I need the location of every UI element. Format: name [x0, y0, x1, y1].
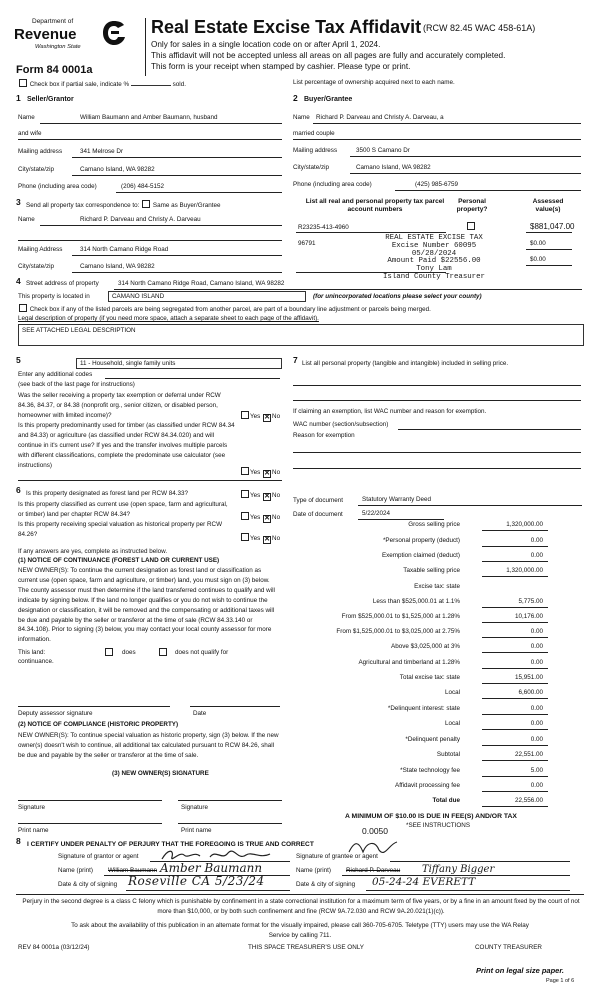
seller-mail-label: Mailing address — [18, 148, 63, 155]
grantor-date-label: Date & city of signing — [58, 881, 118, 888]
partial-sale-row — [18, 79, 186, 88]
land-use-code-select[interactable] — [76, 358, 282, 369]
tax-row-value: 0.00 — [530, 552, 543, 559]
personal-property-heading: Personal property? — [456, 198, 488, 213]
buyer-heading: Buyer/Grantee — [304, 96, 353, 103]
tax-row-label: Agricultural and timberland at 1.28% — [358, 659, 460, 666]
unincorporated-note: (for unincorporated locations please select your county) — [313, 293, 482, 300]
same-as-buyer-label: Same as Buyer/Grantee — [152, 202, 221, 209]
tax-row-line — [482, 622, 548, 623]
tax-row-label: Taxable selling price — [403, 567, 460, 574]
corr-mail: 314 North Camano Ridge Road — [80, 246, 169, 253]
tax-row-line — [482, 576, 548, 577]
buyer-name-2: married couple — [293, 130, 335, 137]
continuance-label: continuance. — [18, 658, 54, 665]
tax-row-value: 15,951.00 — [514, 674, 543, 681]
owner-print-label-1: Print name — [18, 827, 49, 834]
rev-number: REV 84 0001a (03/12/24) — [18, 944, 90, 951]
tax-row-label: Gross selling price — [408, 521, 460, 528]
tax-row-line — [482, 745, 548, 746]
tax-row-label: Total due — [432, 797, 460, 804]
tax-row-label: *Delinquent penalty — [405, 736, 460, 743]
notice-1-title: (1) NOTICE OF CONTINUANCE (FOREST LAND OR CURRENT USE) — [18, 557, 220, 564]
tax-row-label: Total excise tax: state — [399, 674, 460, 681]
corr-city-label: City/state/zip — [18, 263, 55, 270]
no-label: No — [272, 535, 281, 542]
grantor-date-city: Roseville CA 5/23/24 — [128, 874, 265, 888]
no-label: No — [272, 469, 281, 476]
tax-row-label: *Delinquent interest: state — [387, 705, 460, 712]
seller-name-label: Name — [18, 114, 35, 121]
location-value: CAMANO ISLAND — [112, 293, 165, 300]
form-number: Form 84 0001a — [16, 64, 93, 76]
tax-row-value: 0.00 — [530, 720, 543, 727]
legal-description-label: Legal description of property (if you need more space, attach a separate sheet to each page of the affidavit). — [18, 315, 319, 322]
legal-description-text: SEE ATTACHED LEGAL DESCRIPTION — [22, 327, 136, 334]
corr-name: Richard P. Darveau and Christy A. Darveau — [80, 216, 201, 223]
street-heading: Street address of property — [26, 280, 99, 287]
subtitle-3: This form is your receipt when stamped by cashier. Please type or print. — [151, 62, 411, 71]
timber-answer — [240, 467, 280, 478]
assessed-value-heading: Assessed value(s) — [532, 198, 564, 213]
wac-label: WAC number (section/subsection) — [293, 421, 389, 428]
see-instructions: *SEE INSTRUCTIONS — [406, 822, 471, 829]
doc-date-value: 5/22/2024 — [362, 510, 391, 517]
no-label: No — [272, 413, 281, 420]
tax-row-value: 22,556.00 — [514, 797, 543, 804]
seller-name: William Baumann and Amber Baumann, husband — [80, 114, 218, 121]
certify-heading: I CERTIFY UNDER PENALTY OF PERJURY THAT THE FOREGOING IS TRUE AND CORRECT — [27, 841, 314, 848]
stamp-line-2: Excise Number 60095 — [391, 241, 477, 250]
buyer-phone: (425) 985-6759 — [415, 181, 459, 188]
tax-row-label: Excise tax: state — [414, 583, 460, 590]
parcel-1-personal-checkbox[interactable] — [467, 222, 475, 230]
notice-3-title: (3) NEW OWNER(S) SIGNATURE — [112, 770, 209, 777]
buyer-name: Richard P. Darveau and Christy A. Darveau, a — [316, 114, 444, 121]
current-use-yes-checkbox[interactable] — [241, 512, 249, 520]
legal-size-note: Print on legal size paper. — [476, 966, 564, 975]
stamp-line-6: Island County Treasurer — [382, 272, 485, 281]
land-use-code: 11 - Household, single family units — [80, 360, 176, 367]
corr-mail-label: Mailing Address — [18, 246, 63, 253]
tax-row-line — [482, 698, 548, 699]
parcel-2: 96791 — [298, 240, 316, 247]
exemption-answer — [240, 411, 280, 422]
tax-row-value: 1,320,000.00 — [506, 567, 543, 574]
revenue-logo-icon — [102, 20, 126, 46]
correspondence-row — [26, 200, 220, 209]
parcels-heading: List all real and personal property tax parcel account numbers — [305, 198, 445, 213]
stamp-line-5: Tony Lam — [416, 265, 452, 274]
tax-row-line — [482, 714, 548, 715]
legal-description-field[interactable] — [18, 324, 584, 346]
grantor-print-label: Name (print) — [58, 867, 93, 874]
grantee-date-city: 05-24-24 EVERETT — [372, 876, 476, 888]
buyer-city: Camano Island, WA 98282 — [356, 164, 431, 171]
grantee-signature-scribble — [345, 838, 405, 858]
buyer-mail: 3500 S Camano Dr — [356, 147, 410, 154]
section-3-number: 3 — [16, 197, 21, 207]
see-back-note: (see back of the last page for instructions) — [18, 381, 135, 388]
grantee-print-handwritten: Tiffany Bigger — [422, 864, 495, 875]
buyer-phone-label: Phone (including area code) — [293, 181, 372, 188]
parcel-2-value: $0.00 — [530, 240, 546, 247]
buyer-name-label: Name — [293, 114, 310, 121]
minimum-note: A MINIMUM OF $10.00 IS DUE IN FEE(S) AND/OR TAX — [345, 813, 517, 820]
grantee-signature-label: Signature of grantee or agent — [296, 853, 378, 860]
seller-phone-label: Phone (including area code) — [18, 183, 97, 190]
section-4-number: 4 — [16, 276, 21, 286]
section-7-number: 7 — [293, 355, 298, 365]
exemption-claim-label: If claiming an exemption, list WAC number and reason for exemption. — [293, 408, 487, 415]
no-label: No — [272, 514, 281, 521]
tax-row-label: Exemption claimed (deduct) — [381, 552, 460, 559]
treasurer-stamp — [350, 235, 518, 282]
no-label: No — [272, 492, 281, 499]
tax-row-label: *State technology fee — [400, 767, 460, 774]
yes-label: Yes — [250, 514, 261, 521]
seller-phone: (206) 484-5152 — [121, 183, 165, 190]
forest-no-checkbox[interactable]: ✕ — [264, 493, 270, 500]
partial-sale-checkbox[interactable] — [19, 79, 27, 87]
seller-city-label: City/state/zip — [18, 166, 55, 173]
corr-name-label: Name — [18, 216, 35, 223]
located-label: This property is located in — [18, 293, 90, 300]
parcel-1: R23235-413-4960 — [298, 224, 349, 231]
county-treasurer: COUNTY TREASURER — [475, 944, 542, 951]
timber-no-checkbox[interactable]: ✕ — [264, 470, 270, 477]
tax-row-label: Local — [444, 689, 460, 696]
tax-row-line — [482, 668, 548, 669]
tax-row-value: 0.00 — [530, 643, 543, 650]
forest-answer — [240, 490, 280, 501]
additional-codes-label: Enter any additional codes — [18, 371, 93, 378]
reason-label: Reason for exemption — [293, 432, 355, 439]
corr-city: Camano Island, WA 98282 — [80, 263, 155, 270]
tax-row-label: Subtotal — [436, 751, 460, 758]
tax-row-label: From $1,525,000.01 to $3,025,000 at 2.75% — [336, 628, 460, 635]
does-not-checkbox[interactable] — [159, 648, 167, 656]
doc-date-label: Date of document — [293, 511, 343, 518]
yes-label: Yes — [250, 413, 261, 420]
grantee-print-label: Name (print) — [296, 867, 331, 874]
tax-row-line — [482, 776, 548, 777]
forest-question: Is this property designated as forest land per RCW 84.33? — [26, 490, 189, 497]
historic-no-checkbox[interactable]: ✕ — [264, 536, 270, 543]
tax-row-value: 6,600.00 — [518, 689, 543, 696]
local-rate: 0.0050 — [362, 826, 388, 836]
section-8-number: 8 — [16, 836, 21, 846]
yes-label: Yes — [250, 535, 261, 542]
alt-format-text: To ask about the availability of this publication in an alternate format for the visually impaired, please call 360-705-6705. Teletype (TTY) users may use the WA Relay Service by calling 711. — [71, 922, 529, 939]
tax-row-value: 22,551.00 — [514, 751, 543, 758]
tax-row-value: 1,320,000.00 — [506, 521, 543, 528]
subtitle-1: Only for sales in a single location code on or after April 1, 2024. — [151, 40, 381, 49]
tax-row-value: 10,176.00 — [514, 613, 543, 620]
tax-row-label: Local — [444, 720, 460, 727]
tax-row-value: 5.00 — [530, 767, 543, 774]
tax-row-label: Less than $525,000.01 at 1.1% — [372, 598, 460, 605]
sold-label: sold. — [172, 81, 186, 88]
same-as-buyer-checkbox[interactable] — [142, 200, 150, 208]
grantor-print-name: William Baumann — [108, 867, 157, 874]
seller-heading: Seller/Grantor — [27, 96, 74, 103]
deputy-signature-label: Deputy assessor signature — [18, 710, 93, 717]
tax-row-value: 0.00 — [530, 705, 543, 712]
grantee-date-label: Date & city of signing — [296, 881, 356, 888]
grantee-print-name: Richard P. Darveau — [346, 867, 401, 874]
logo-state: Washington State — [35, 44, 81, 50]
owner-print-label-2: Print name — [181, 827, 212, 834]
section-6-number: 6 — [16, 485, 21, 495]
logo — [14, 18, 134, 62]
deputy-date-label: Date — [193, 710, 207, 717]
parcel-1-value: $881,047.00 — [530, 222, 575, 231]
perjury-text: Perjury in the second degree is a class C felony which is punishable by confinement in a state correctional institution for a maximum term of five years, or by a fine in an amount fixed by the court of not more than $10,000, or by both such confinement and fine (RCW 9A.72.030 and RCW 9A.20.021(1)(c)). — [22, 898, 580, 915]
tax-row-line — [482, 791, 548, 792]
seller-name-2: and wife — [18, 130, 42, 137]
tax-row-line — [482, 530, 548, 531]
tax-row-value: 0.00 — [530, 537, 543, 544]
treasurer-use: THIS SPACE TREASURER'S USE ONLY — [248, 944, 364, 951]
tax-row-value: 0.00 — [530, 782, 543, 789]
tax-row-line — [482, 806, 548, 807]
segregated-checkbox[interactable] — [19, 304, 27, 312]
timber-yes-checkbox[interactable] — [241, 467, 249, 475]
section-2-number: 2 — [293, 93, 298, 103]
current-use-question: Is this property classified as current use (open space, farm and agricultural, or timber) land per chapter RCW 84.34? — [18, 501, 228, 518]
owner-signature-label-1: Signature — [18, 804, 45, 811]
tax-row-value: 5,775.00 — [518, 598, 543, 605]
title-citation: (RCW 82.45 WAC 458-61A) — [423, 23, 536, 33]
doc-type-label: Type of document — [293, 497, 344, 504]
seller-mail: 341 Melrose Dr — [80, 148, 124, 155]
street-address: 314 North Camano Ridge Road, Camano Island, WA 98282 — [118, 280, 285, 287]
notice-1-text: NEW OWNER(S): To continue the current designation as forest land or classification as current use (open space, farm and agriculture, or timber) land, you must sign on (3) below. The county assessor must then determine if the land transferred continues to qualify and will indicate by signing below. If the land no longer qualifies or you do not wish to continue the designation or classification, it will be removed and the compensating or additional taxes will be due and payable by the seller or transferor at the time of sale (RCW 84.33.140 or 84.34.108). Prior to signing (3) below, you may contact your local county assessor for more information. — [18, 567, 275, 644]
section-5-number: 5 — [16, 355, 21, 365]
tax-row-line — [482, 729, 548, 730]
exemption-question: Was the seller receiving a property tax exemption or deferral under RCW 84.36, 84.37, or 84.38 (nonprofit org., senior citizen, or disabled person, homeowner with limited income)? — [18, 392, 221, 419]
tax-row-value: 0.00 — [530, 659, 543, 666]
historic-question: Is this property receiving special valuation as historical property per RCW 84.26? — [18, 521, 223, 538]
forest-yes-checkbox[interactable] — [241, 490, 249, 498]
grantor-print-handwritten: Amber Baumann — [160, 861, 263, 875]
does-not-label: does not qualify for — [175, 649, 229, 656]
header-divider — [145, 18, 146, 76]
yes-label: Yes — [250, 492, 261, 499]
page-title: Real Estate Excise Tax Affidavit — [151, 17, 422, 37]
subtitle-2: This affidavit will not be accepted unless all areas on all pages are fully and accurately completed. — [151, 51, 506, 60]
doc-type-value: Statutory Warranty Deed — [362, 496, 432, 503]
tax-row-value: 0.00 — [530, 628, 543, 635]
tax-row-label: Above $3,025,000 at 3% — [391, 643, 460, 650]
tax-row-line — [482, 652, 548, 653]
owner-signature-label-2: Signature — [181, 804, 208, 811]
stamp-line-3: 05/28/2024 — [411, 249, 457, 258]
notice-2-text: NEW OWNER(S): To continue special valuation as historic property, sign (3) below. If the new owner(s) doesn't wish to continue, all additional tax calculated pursuant to RCW 84.26, shall be due and payable by the seller or transferor at the time of sale. — [18, 732, 279, 759]
does-label: does — [122, 649, 136, 656]
parcel-3-value: $0.00 — [530, 256, 546, 263]
grantor-signature-label: Signature of grantor or agent — [58, 853, 139, 860]
tax-row-line — [482, 607, 548, 608]
seller-city: Camano Island, WA 98282 — [80, 166, 155, 173]
notice-2-title: (2) NOTICE OF COMPLIANCE (HISTORIC PROPERTY) — [18, 721, 179, 728]
does-checkbox[interactable] — [105, 648, 113, 656]
location-select[interactable] — [108, 291, 306, 302]
partial-sale-label: Check box if partial sale, indicate % — [29, 81, 130, 88]
yes-label: Yes — [250, 469, 261, 476]
buyer-mail-label: Mailing address — [293, 147, 338, 154]
exemption-no-checkbox[interactable]: ✕ — [264, 414, 270, 421]
tax-row-line — [482, 683, 548, 684]
logo-dept: Department of — [32, 18, 74, 25]
tax-row-label: From $525,000.01 to $1,525,000 at 1.28% — [341, 613, 460, 620]
stamp-line-1: REAL ESTATE EXCISE TAX — [385, 234, 483, 242]
tax-row-line — [482, 561, 548, 562]
buyer-city-label: City/state/zip — [293, 164, 330, 171]
current-use-no-checkbox[interactable]: ✕ — [264, 515, 270, 522]
logo-revenue: Revenue — [14, 26, 77, 43]
this-land-label: This land: — [18, 649, 46, 656]
timber-question: Is this property predominantly used for timber (as classified under RCW 84.34 and 84.33) or agriculture (as classified under RCW 84.34.020) and will continue in it's current use? If yes and the transfer involves multiple parcels with different classifications, complete the predominate use calculator (see instructions) — [18, 422, 235, 469]
tax-row-label: *Personal property (deduct) — [382, 537, 460, 544]
correspondence-heading: Send all property tax correspondence to: — [26, 202, 140, 209]
segregated-label: Check box if any of the listed parcels are being segregated from another parcel, are part of a boundary line adjustment or parcels being merged. — [29, 306, 431, 313]
list-percentage-note: List percentage of ownership acquired next to each name. — [293, 79, 455, 86]
tax-row-line — [482, 637, 548, 638]
personal-property-text: List all personal property (tangible and intangible) included in selling price. — [302, 360, 509, 367]
stamp-line-4: Amount Paid $22556.00 — [387, 257, 481, 266]
page-number: Page 1 of 6 — [546, 978, 575, 984]
tax-row-value: 0.00 — [530, 736, 543, 743]
tax-row-line — [482, 546, 548, 547]
if-any-yes: If any answers are yes, complete as instructed below. — [18, 548, 168, 555]
segregated-row — [18, 304, 588, 313]
section-1-number: 1 — [16, 93, 21, 103]
exemption-yes-checkbox[interactable] — [241, 411, 249, 419]
tax-row-line — [482, 760, 548, 761]
tax-row-label: Affidavit processing fee — [395, 782, 460, 789]
